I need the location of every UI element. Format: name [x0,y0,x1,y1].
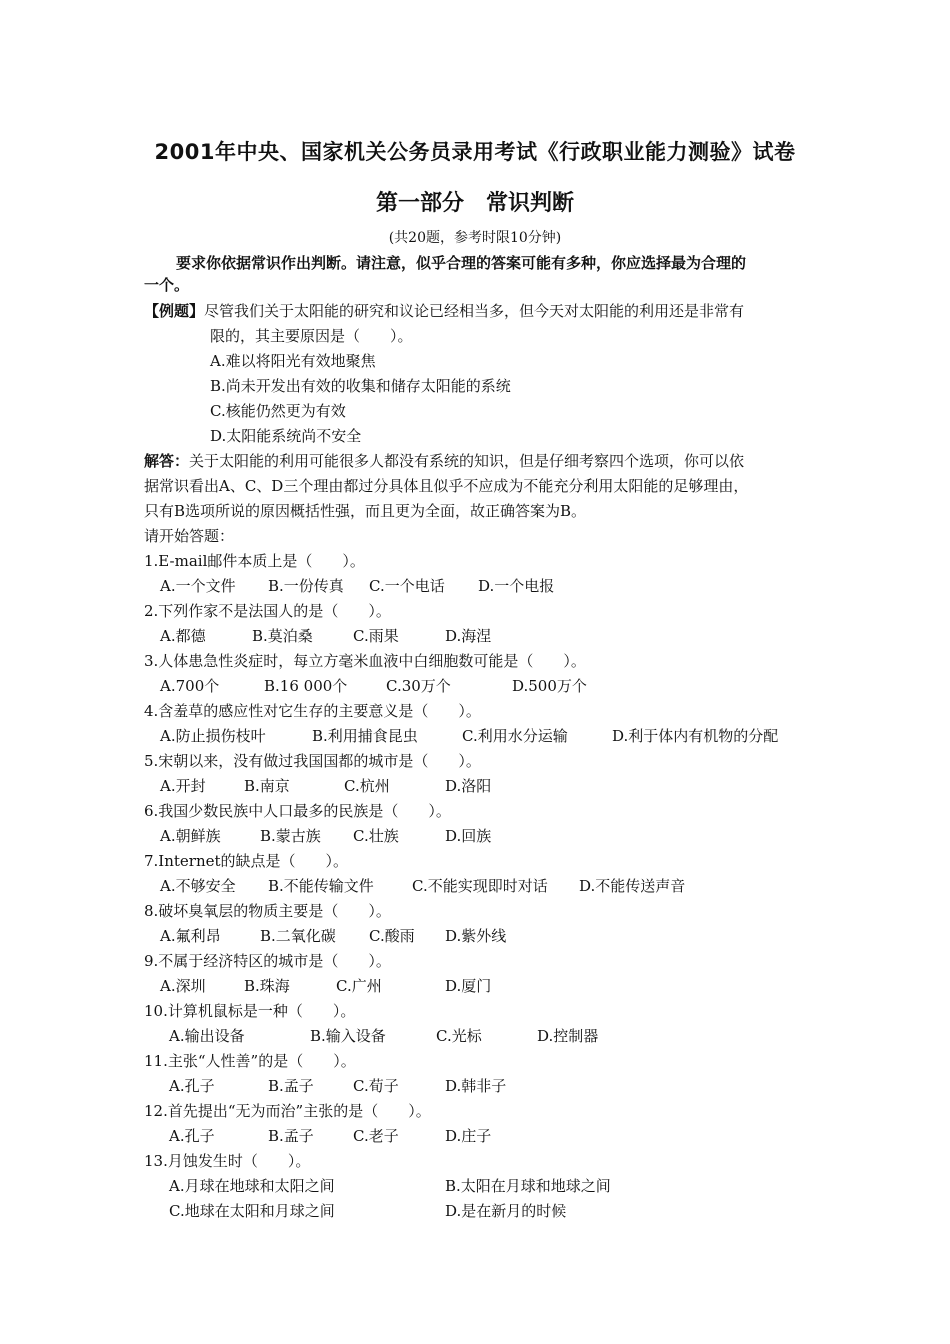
option-c: C.酸雨 [369,927,415,945]
example-option: D.太阳能系统尚不安全 [210,427,362,445]
option-b: B.输入设备 [310,1027,386,1045]
option-d: D.500万个 [512,677,587,695]
option-a: A.孔子 [169,1127,215,1145]
option-b: B.一份传真 [268,577,344,595]
section-note: (共20题，参考时限10分钟) [388,230,562,246]
question-text: 8.破坏臭氧层的物质主要是（ ）。 [144,902,391,920]
option-a: A.朝鲜族 [160,827,221,845]
question-text: 11.主张“人性善”的是（ ）。 [144,1052,356,1070]
option-d: D.是在新月的时候 [445,1202,567,1220]
option-a: A.月球在地球和太阳之间 [169,1177,335,1195]
option-d: D.韩非子 [445,1077,507,1095]
option-d: D.回族 [445,827,492,845]
instruction-line-1: 要求你依据常识作出判断。请注意，似乎合理的答案可能有多种，你应选择最为合理的 [176,254,747,272]
option-c: C.地球在太阳和月球之间 [169,1202,335,1220]
option-b: B.太阳在月球和地球之间 [445,1177,611,1195]
option-c: C.老子 [353,1127,399,1145]
question-text: 12.首先提出“无为而治”主张的是（ ）。 [144,1102,431,1120]
option-c: C.一个电话 [369,577,445,595]
option-b: B.孟子 [268,1077,314,1095]
option-b: B.16 000个 [264,677,348,695]
option-c: C.广州 [336,977,382,995]
option-b: B.南京 [244,777,290,795]
question-text: 7.Internet的缺点是（ ）。 [144,852,349,870]
option-c: C.30万个 [386,677,451,695]
example-option: A.难以将阳光有效地聚焦 [210,352,376,370]
option-d: D.紫外线 [445,927,507,945]
option-c: C.光标 [436,1027,482,1045]
option-a: A.深圳 [160,977,206,995]
option-c: C.杭州 [344,777,390,795]
option-a: A.输出设备 [169,1027,245,1045]
option-d: D.洛阳 [445,777,492,795]
option-a: A.都德 [160,627,206,645]
question-text: 2.下列作家不是法国人的是（ ）。 [144,602,391,620]
option-d: D.控制器 [537,1027,599,1045]
option-c: C.利用水分运输 [462,727,568,745]
option-a: A.氟利昂 [160,927,221,945]
question-text: 4.含羞草的感应性对它生存的主要意义是（ ）。 [144,702,481,720]
option-b: B.孟子 [268,1127,314,1145]
question-text: 5.宋朝以来，没有做过我国国都的城市是（ ）。 [144,752,481,770]
option-d: D.不能传送声音 [579,877,686,895]
option-d: D.一个电报 [478,577,555,595]
question-text: 3.人体患急性炎症时，每立方毫米血液中白细胞数可能是（ ）。 [144,652,586,670]
option-c: C.壮族 [353,827,399,845]
answer-line-3: 只有B选项所说的原因概括性强，而且更为全面，故正确答案为B。 [144,502,587,520]
answer-text: 关于太阳能的利用可能很多人都没有系统的知识，但是仔细考察四个选项，你可以依 [189,452,745,470]
question-text: 1.E-mail邮件本质上是（ ）。 [144,552,365,570]
example-option: C.核能仍然更为有效 [210,402,346,420]
option-a: A.孔子 [169,1077,215,1095]
example-question-text: 尽管我们关于太阳能的研究和议论已经相当多，但今天对太阳能的利用还是非常有 [204,302,745,320]
option-b: B.莫泊桑 [252,627,313,645]
option-d: D.庄子 [445,1127,492,1145]
answer-label: 解答： [144,452,190,470]
question-text: 13.月蚀发生时（ ）。 [144,1152,311,1170]
option-b: B.不能传输文件 [268,877,374,895]
option-a: A.不够安全 [160,877,236,895]
option-b: B.珠海 [244,977,290,995]
option-d: D.厦门 [445,977,492,995]
option-a: A.防止损伤枝叶 [160,727,266,745]
answer-line-1 [144,451,744,471]
question-text: 6.我国少数民族中人口最多的民族是（ ）。 [144,802,451,820]
option-c: C.雨果 [353,627,399,645]
option-d: D.利于体内有机物的分配 [612,727,779,745]
exam-title: 2001年中央、国家机关公务员录用考试《行政职业能力测验》试卷 [154,140,796,164]
option-c: C.不能实现即时对话 [412,877,548,895]
example-question-line-2: 限的，其主要原因是（ ）。 [210,327,413,345]
option-b: B.利用捕食昆虫 [312,727,418,745]
question-text: 10.计算机鼠标是一种（ ）。 [144,1002,356,1020]
question-text: 9.不属于经济特区的城市是（ ）。 [144,952,391,970]
option-a: A.开封 [160,777,206,795]
example-tag: 【例题】 [144,302,205,320]
option-b: B.蒙古族 [260,827,321,845]
example-question-line-1 [144,301,744,321]
option-d: D.海涅 [445,627,492,645]
instruction-line-2: 一个。 [144,276,190,294]
example-option: B.尚未开发出有效的收集和储存太阳能的系统 [210,377,511,395]
answer-line-2: 据常识看出A、C、D三个理由都过分具体且似乎不应成为不能充分利用太阳能的足够理由， [144,477,749,495]
option-c: C.荀子 [353,1077,399,1095]
option-a: A.700个 [160,677,220,695]
option-a: A.一个文件 [160,577,236,595]
option-b: B.二氧化碳 [260,927,336,945]
start-text: 请开始答题： [144,527,235,545]
section-title: 第一部分 常识判断 [375,191,574,216]
